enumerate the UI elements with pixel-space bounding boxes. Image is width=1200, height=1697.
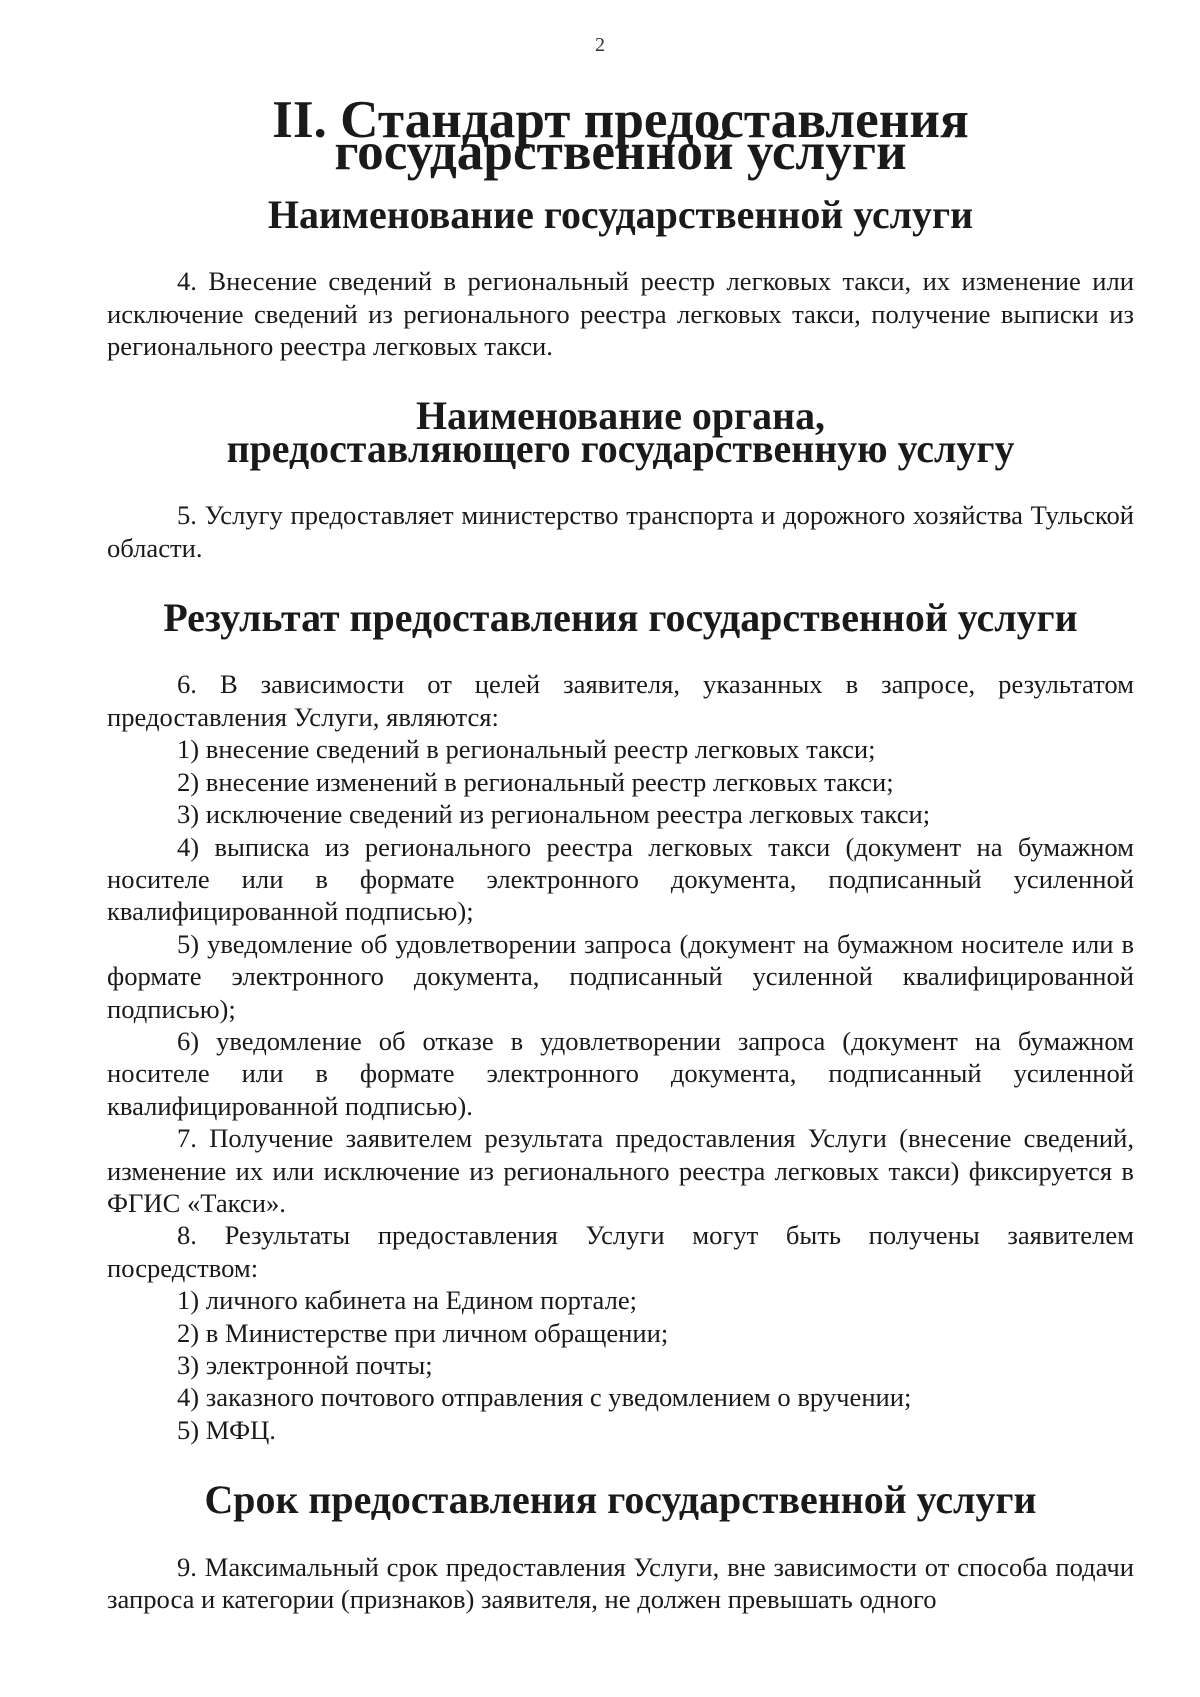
result-item: 4) выписка из регионального реестра легковых такси (документ на бумажном носителе или в формате электронного документа, подписанный усиленной квалифицированной подписью);: [107, 831, 1134, 927]
result-item: 6) уведомление об отказе в удовлетворении запроса (документ на бумажном носителе или в формате электронного документа, подписанный усиленной квалифицированной подписью).: [107, 1025, 1134, 1121]
heading-service-name: Наименование государственной услуги: [267, 191, 974, 237]
document-body: [107, 90, 1134, 1615]
delivery-way-item: 2) в Министерстве при личном обращении;: [177, 1317, 669, 1348]
heading-organ: [107, 393, 1134, 471]
result-item: 3) исключение сведений из региональном реестра легковых такси;: [177, 799, 931, 830]
heading-term: Срок предоставления государственной услуги: [204, 1477, 1037, 1523]
section-title: II. Стандарт предоставления государственной услуги: [272, 90, 969, 182]
delivery-way-item: 1) личного кабинета на Едином портале;: [177, 1285, 638, 1316]
result-item: 5) уведомление об удовлетворении запроса (документ на бумажном носителе или в формате электронного документа, подписанный усиленной квалифицированной подписью);: [107, 928, 1134, 1024]
paragraph-7: 7. Получение заявителем результата предоставления Услуги (внесение сведений, изменение их или исключение из регионального реестра легковых такси) фиксируется в ФГИС «Такси».: [107, 1123, 1134, 1218]
heading-result: Результат предоставления государственной услуги: [163, 595, 1078, 641]
paragraph-9: 9. Максимальный срок предоставления Услуги, вне зависимости от способа подачи запроса и категории (признаков) заявителя, не должен превышать одного: [107, 1551, 1134, 1615]
paragraph-4: 4. Внесение сведений в региональный реестр легковых такси, их изменение или исключение сведений из регионального реестра легковых такси, получение выписки из регионального реестра легковых такси.: [107, 266, 1134, 362]
result-item: 2) внесение изменений в региональный реестр легковых такси;: [177, 766, 894, 797]
page-number: 2: [595, 34, 605, 56]
paragraph-8-intro: 8. Результаты предоставления Услуги могут быть получены заявителем посредством:: [107, 1220, 1134, 1283]
heading-organ-line-1: Наименование органа,: [416, 393, 825, 439]
delivery-way-item: 3) электронной почты;: [177, 1350, 433, 1380]
paragraph-6-intro: 6. В зависимости от целей заявителя, указанных в запросе, результатом предоставления Услуги, являются:: [107, 669, 1134, 732]
result-item: 1) внесение сведений в региональный реестр легковых такси;: [177, 734, 876, 765]
delivery-way-item: 4) заказного почтового отправления с уведомлением о вручении;: [177, 1382, 912, 1413]
paragraph-5: 5. Услугу предоставляет министерство транспорта и дорожного хозяйства Тульской области.: [107, 500, 1134, 563]
delivery-way-item: 5) МФЦ.: [177, 1414, 276, 1445]
heading-organ-line-2: предоставляющего государственную услугу: [226, 425, 1015, 471]
